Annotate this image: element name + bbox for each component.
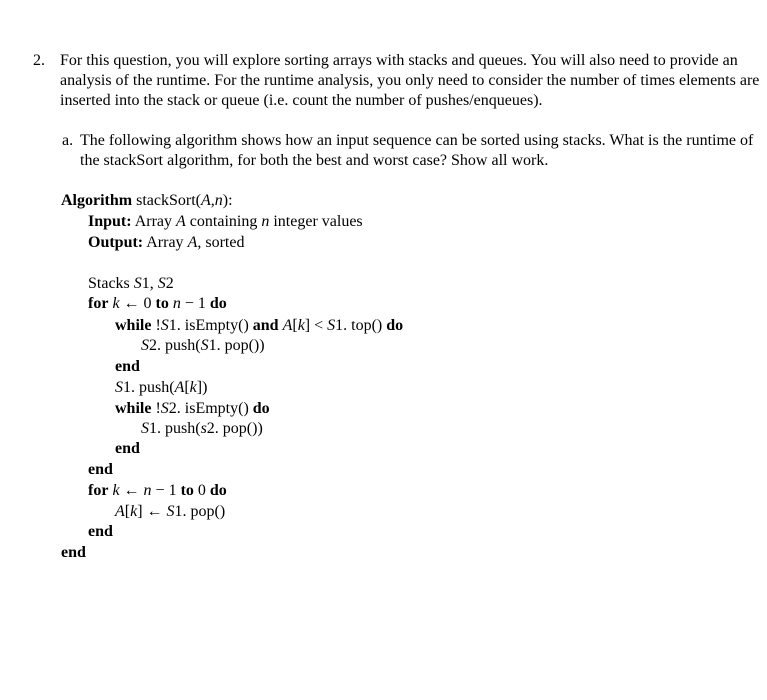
algorithm-line — [88, 294, 227, 314]
keyword: end — [115, 358, 140, 375]
code-text: ): — [222, 192, 233, 209]
code-text: Stacks — [88, 275, 134, 292]
keyword: and — [252, 317, 279, 334]
algorithm-line — [115, 439, 140, 459]
code-text: k — [189, 379, 197, 396]
code-text: S — [166, 503, 175, 520]
code-text: [ — [184, 379, 190, 396]
keyword: Algorithm — [61, 192, 133, 209]
code-text: Array — [131, 213, 177, 230]
keyword: to — [155, 295, 169, 312]
code-text: n — [214, 192, 223, 209]
algorithm-line — [88, 212, 363, 232]
question-number: 2. — [33, 52, 45, 69]
keyword: end — [61, 544, 86, 561]
code-text: 2 — [165, 275, 174, 292]
keyword: while — [115, 400, 152, 417]
keyword: do — [209, 295, 227, 312]
code-text: k — [130, 503, 138, 520]
keyword: end — [88, 523, 113, 540]
code-text: S — [115, 379, 123, 396]
code-text: 1. isEmpty() — [168, 317, 253, 334]
code-text: n — [143, 482, 152, 499]
code-text: integer values — [269, 213, 363, 230]
code-text: 0 — [193, 482, 210, 499]
code-text: ← 0 — [119, 295, 156, 312]
code-text: 2. push( — [149, 337, 201, 354]
code-text: [ — [124, 503, 131, 520]
code-text: − 1 — [180, 295, 210, 312]
code-text: A — [115, 503, 125, 520]
code-text: Array — [143, 234, 188, 251]
code-text: S — [141, 420, 149, 437]
algorithm-line — [61, 191, 233, 211]
code-text: S — [157, 275, 166, 292]
part-a-text: The following algorithm shows how an input sequence can be sorted using stacks. What is the runtime of the stackSort algorithm, for both the best and worst case? Show all work. — [80, 132, 754, 169]
keyword: for — [88, 482, 109, 499]
keyword: do — [209, 482, 227, 499]
code-text: 1. push( — [123, 379, 175, 396]
code-text: k — [297, 317, 305, 334]
code-text: A — [176, 213, 186, 230]
code-text: 1. pop() — [174, 503, 226, 520]
code-text: k — [112, 295, 120, 312]
code-text: ] ← — [137, 503, 167, 520]
algorithm-line — [115, 316, 403, 336]
code-text: ]) — [196, 379, 208, 396]
code-text: 2. pop()) — [206, 420, 263, 437]
code-text: 2. isEmpty() — [168, 400, 253, 417]
code-text: 1. push( — [149, 420, 201, 437]
code-text: S — [160, 317, 169, 334]
part-a-label: a. — [62, 132, 74, 149]
code-text: A — [200, 192, 211, 209]
code-text: s — [200, 420, 207, 437]
code-text: containing — [185, 213, 262, 230]
keyword: to — [180, 482, 194, 499]
keyword: do — [252, 400, 270, 417]
code-text: n — [172, 295, 181, 312]
keyword: Output: — [88, 234, 144, 251]
algorithm-line — [141, 336, 265, 356]
algorithm-line — [88, 460, 113, 480]
code-text: 1. pop()) — [208, 337, 265, 354]
keyword: Input: — [88, 213, 132, 230]
code-text: A — [282, 317, 293, 334]
code-text: S — [200, 337, 209, 354]
code-text: ! — [151, 317, 161, 334]
keyword: do — [386, 317, 404, 334]
code-text: [ — [292, 317, 298, 334]
question-text: For this question, you will explore sorting arrays with stacks and queues. You will also need to provide an analysis of the runtime. For the runtime analysis, you only need to consider the number of times elements are inserted into the stack or queue (i.e. count the number of pushes/enqueues). — [60, 52, 760, 109]
code-text: k — [112, 482, 120, 499]
code-text: , sorted — [197, 234, 245, 251]
algorithm-line — [88, 274, 174, 294]
algorithm-line — [88, 233, 244, 253]
code-text: S — [327, 317, 336, 334]
code-text: − 1 — [151, 482, 181, 499]
keyword: end — [88, 461, 113, 478]
algorithm-line — [61, 543, 86, 563]
algorithm-line — [115, 378, 207, 398]
algorithm-line — [115, 399, 270, 419]
code-text: A — [187, 234, 198, 251]
code-text: 1, — [141, 275, 158, 292]
code-text: ← — [119, 482, 144, 499]
code-text: 1. top() — [335, 317, 387, 334]
code-text: ] < — [304, 317, 328, 334]
algorithm-line — [115, 357, 140, 377]
code-text: A — [174, 379, 185, 396]
code-text: S — [133, 275, 142, 292]
algorithm-line — [141, 419, 263, 439]
keyword: for — [88, 295, 109, 312]
code-text: n — [261, 213, 270, 230]
code-text: ! — [151, 400, 161, 417]
algorithm-line — [88, 481, 227, 501]
algorithm-line — [115, 502, 225, 522]
code-text: S — [141, 337, 149, 354]
code-text: S — [160, 400, 169, 417]
algorithm-line — [88, 522, 113, 542]
code-text: , — [210, 192, 215, 209]
keyword: end — [115, 440, 140, 457]
code-text: stackSort( — [132, 192, 201, 209]
keyword: while — [115, 317, 152, 334]
